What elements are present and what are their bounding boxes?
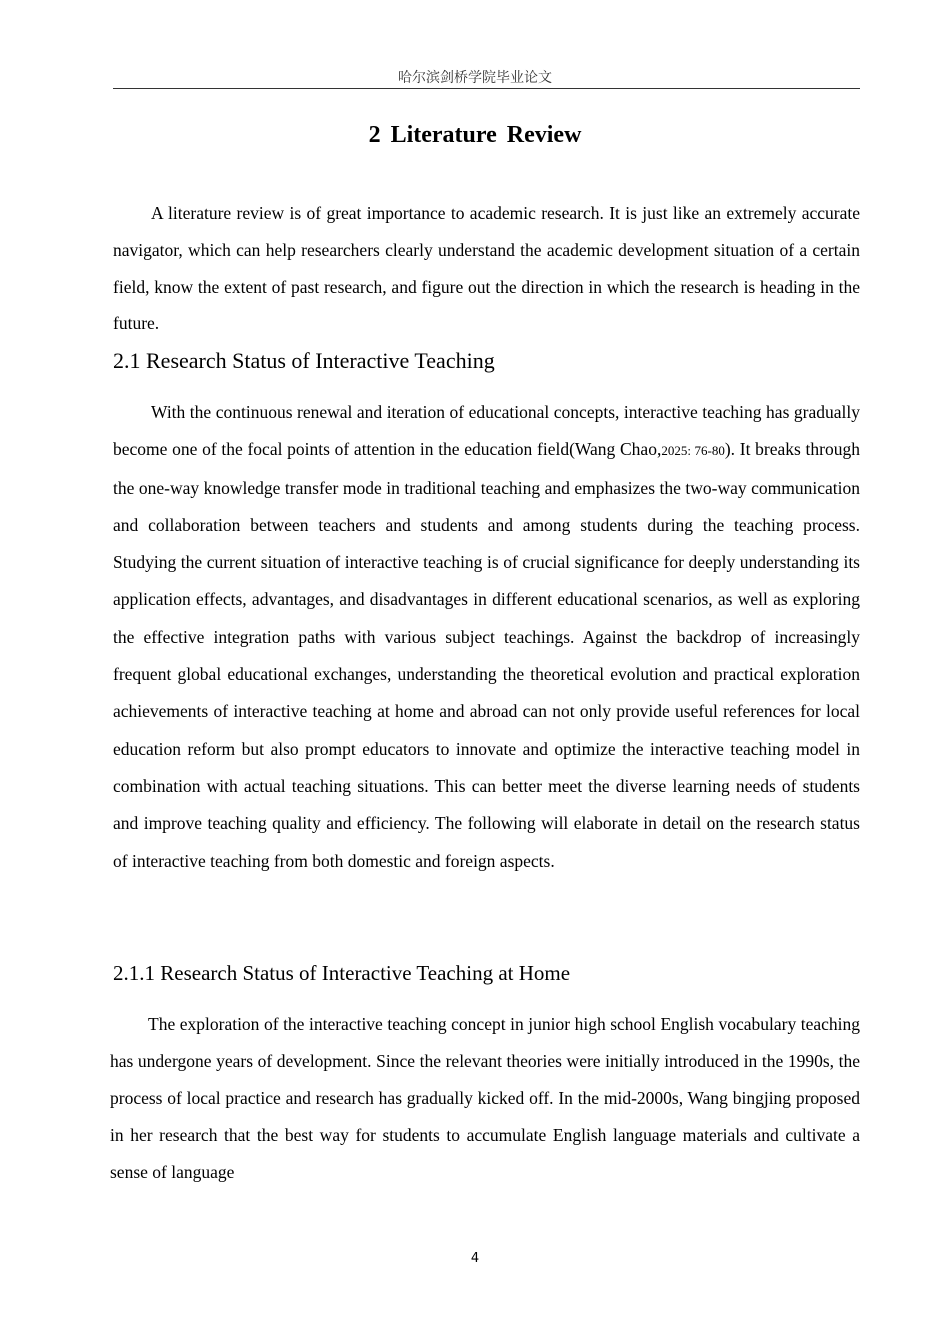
section-heading-2-1: 2.1 Research Status of Interactive Teaching	[113, 348, 495, 373]
section-heading-2-1-1: 2.1.1 Research Status of Interactive Teaching at Home	[113, 961, 571, 985]
intro-paragraph: A literature review is of great importance to academic research. It is just like an extremely accurate navigator, which can help researchers clearly understand the academic development situation of a certain field, know the extent of past research, and figure out the direction in which the research is heading in the future.	[113, 203, 860, 334]
section-2-1-paragraph	[113, 394, 860, 880]
header-divider	[113, 88, 860, 89]
running-header: 哈尔滨剑桥学院毕业论文	[398, 70, 552, 86]
citation-pages: 2025: 76-80	[661, 443, 725, 459]
section-2-1-1-paragraph: The exploration of the interactive teaching concept in junior high school English vocabulary teaching has undergone years of development. Since the relevant theories were initially introduced in the 1990s, the process of local practice and research has gradually kicked off. In the mid-2000s, Wang bingjing proposed in her research that the best way for students to accumulate English language materials and cultivate a sense of language	[110, 1014, 860, 1182]
paragraph-text-end: ). It breaks through the one-way knowledge transfer mode in traditional teaching and emphasizes the two-way communication and collaboration between teachers and students and among students during the teaching process. Studying the current situation of interactive teaching is of crucial significance for deeply understanding its application effects, advantages, and disadvantages in different educational scenarios, as well as exploring the effective integration paths with various subject teachings. Against the backdrop of increasingly frequent global educational exchanges, understanding the theoretical evolution and practical exploration achievements of interactive teaching at home and abroad can not only provide useful references for local education reform but also prompt educators to innovate and optimize the interactive teaching model in combination with actual teaching situations. This can better meet the diverse learning needs of students and improve teaching quality and efficiency. The following will elaborate in detail on the research status of interactive teaching from both domestic and foreign aspects.	[113, 439, 860, 871]
page-number: 4	[470, 1251, 480, 1266]
paragraph-text-start: With the continuous renewal and iteration of educational concepts, interactive teaching has gradually become one of the focal points of attention in the education field(Wang Chao,	[113, 402, 860, 460]
chapter-title: 2 Literature Review	[368, 122, 582, 148]
